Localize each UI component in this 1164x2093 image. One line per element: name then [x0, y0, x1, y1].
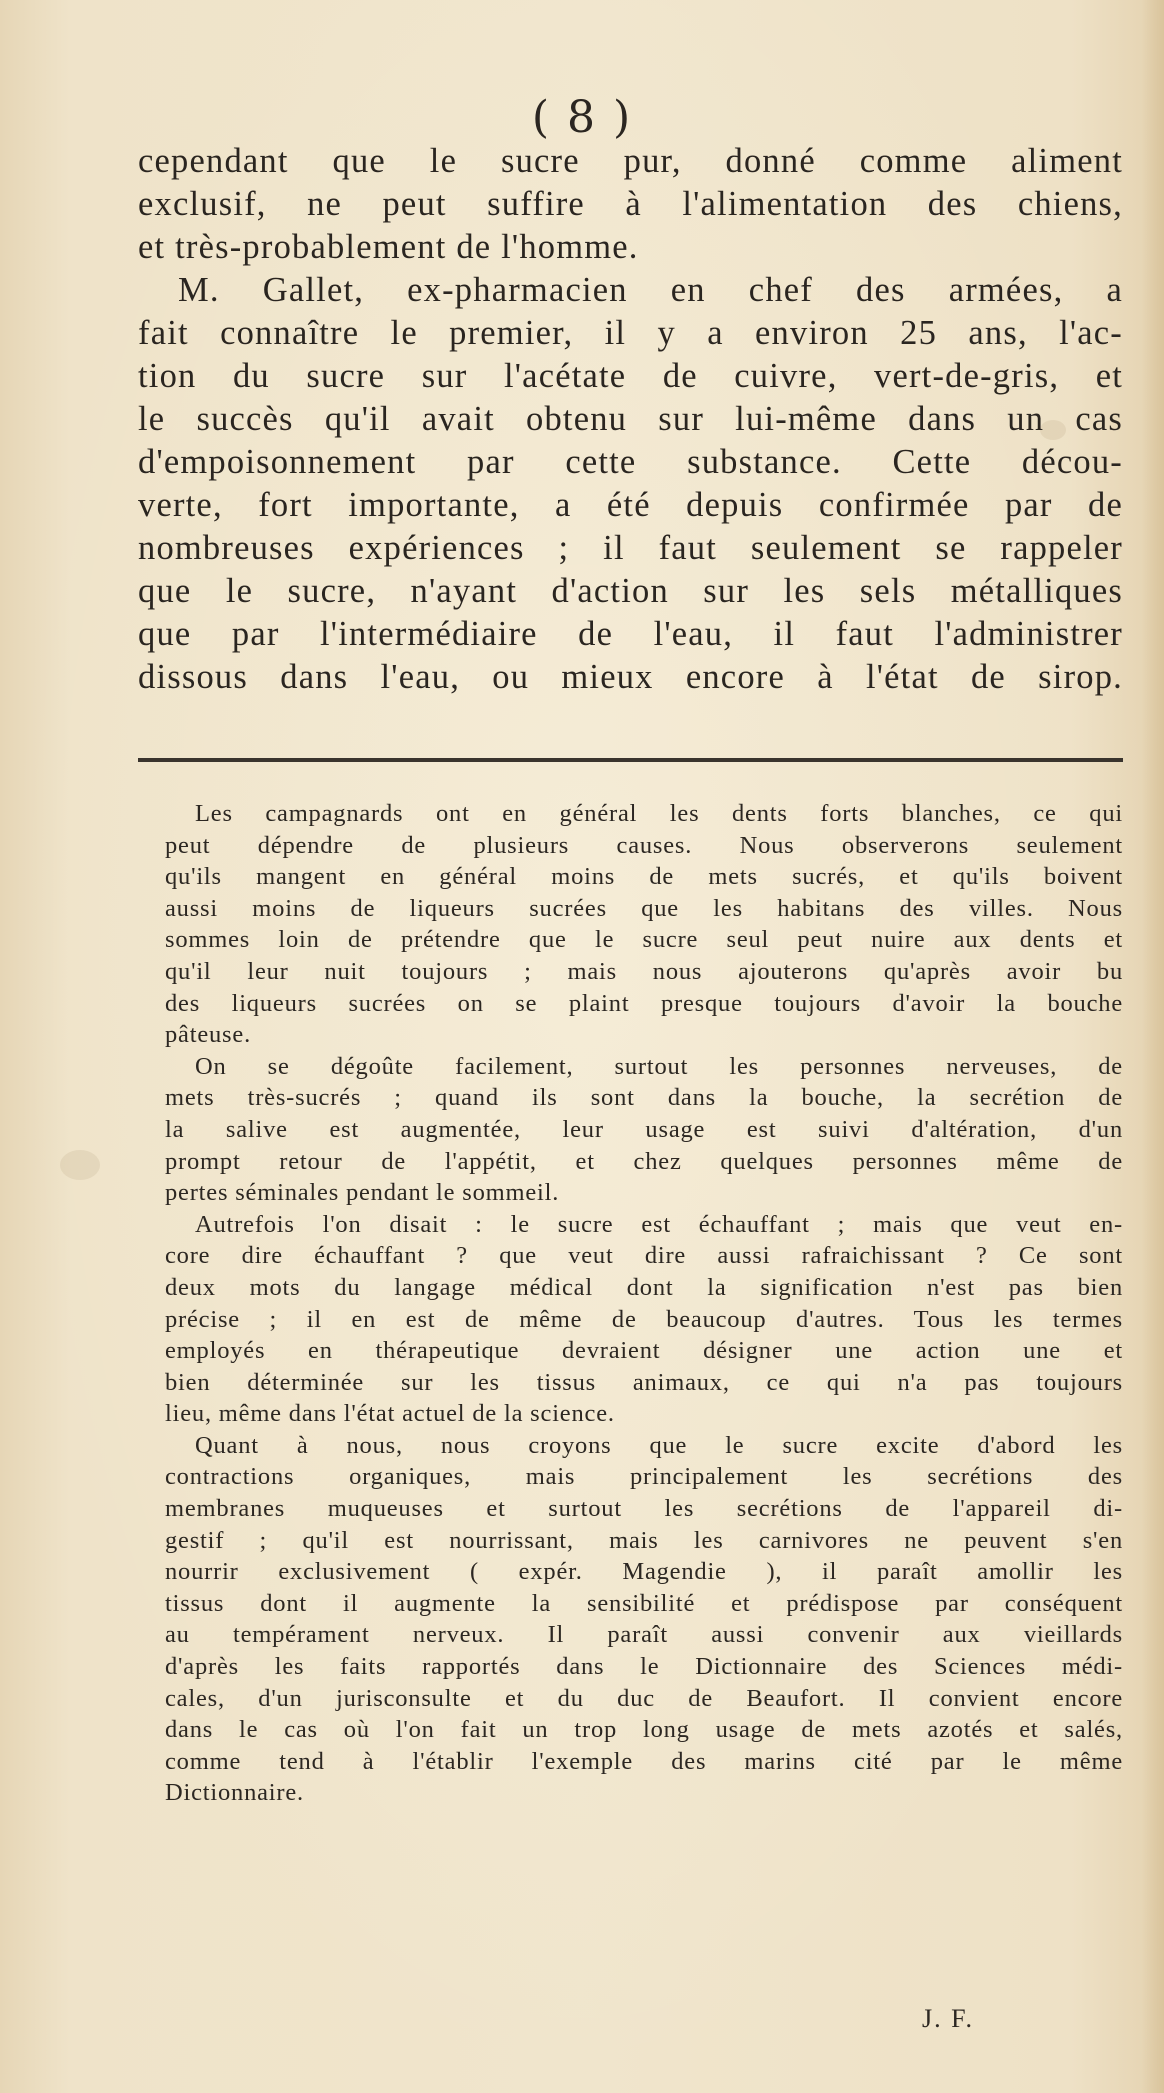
note-line: prompt retour de l'appétit, et chez quelques personnes même de	[165, 1147, 1123, 1175]
main-line: dissous dans l'eau, ou mieux encore à l'état de sirop.	[138, 658, 1123, 696]
note-line: tissus dont il augmente la sensibilité et prédispose par conséquent	[165, 1589, 1123, 1617]
note-line: membranes muqueuses et surtout les secrétions de l'appareil di-	[165, 1495, 1123, 1523]
footnotes-block	[165, 798, 1123, 1809]
note-line: lieu, même dans l'état actuel de la science.	[165, 1400, 615, 1428]
note-line: Quant à nous, nous croyons que le sucre excite d'abord les	[195, 1431, 1123, 1459]
main-line: le succès qu'il avait obtenu sur lui-même dans un cas	[138, 400, 1123, 438]
note-line: employés en thérapeutique devraient désigner une action une et	[165, 1337, 1123, 1365]
note-line: Autrefois l'on disait : le sucre est échauffant ; mais que veut en-	[195, 1210, 1123, 1238]
note-line: bien déterminée sur les tissus animaux, ce qui n'a pas toujours	[165, 1368, 1123, 1396]
note-line: qu'il leur nuit toujours ; mais nous ajouterons qu'après avoir bu	[165, 957, 1123, 985]
note-line: nourrir exclusivement ( expér. Magendie ), il paraît amollir les	[165, 1558, 1123, 1586]
note-line: au tempérament nerveux. Il paraît aussi convenir aux vieillards	[165, 1621, 1123, 1649]
note-line: précise ; il en est de même de beaucoup d'autres. Tous les termes	[165, 1305, 1123, 1333]
main-line: nombreuses expériences ; il faut seulement se rappeler	[138, 529, 1123, 567]
main-line: que le sucre, n'ayant d'action sur les sels métalliques	[138, 572, 1123, 610]
note-line: core dire échauffant ? que veut dire aussi rafraichissant ? Ce sont	[165, 1242, 1123, 1270]
note-line: peut dépendre de plusieurs causes. Nous observerons seulement	[165, 831, 1123, 859]
note-line: dans le cas où l'on fait un trop long usage de mets azotés et salés,	[165, 1716, 1123, 1744]
note-line: Les campagnards ont en général les dents forts blanches, ce qui	[195, 800, 1123, 827]
note-line: qu'ils mangent en général moins de mets sucrés, et qu'ils boivent	[165, 863, 1123, 891]
paper-stain	[60, 1150, 100, 1180]
note-line: pertes séminales pendant le sommeil.	[165, 1179, 560, 1207]
main-line: exclusif, ne peut suffire à l'alimentation des chiens,	[138, 185, 1123, 223]
note-line: Dictionnaire.	[165, 1779, 304, 1807]
footnote-divider	[138, 758, 1123, 762]
note-line: des liqueurs sucrées on se plaint presque toujours d'avoir la bouche	[165, 989, 1123, 1017]
author-signature: J. F.	[922, 2004, 974, 2033]
note-line: sommes loin de prétendre que le sucre seul peut nuire aux dents et	[165, 926, 1123, 954]
note-line: contractions organiques, mais principalement les secrétions des	[165, 1463, 1123, 1491]
note-line: aussi moins de liqueurs sucrées que les habitans des villes. Nous	[165, 894, 1123, 922]
note-line: gestif ; qu'il est nourrissant, mais les carnivores ne peuvent s'en	[165, 1526, 1123, 1554]
main-line: M. Gallet, ex-pharmacien en chef des armées, a	[178, 271, 1123, 309]
note-line: pâteuse.	[165, 1021, 251, 1049]
main-line: tion du sucre sur l'acétate de cuivre, vert-de-gris, et	[138, 357, 1123, 395]
main-line: fait connaître le premier, il y a environ 25 ans, l'ac-	[138, 314, 1123, 352]
note-line: deux mots du langage médical dont la signification n'est pas bien	[165, 1273, 1123, 1301]
note-line: mets très-sucrés ; quand ils sont dans la bouche, la secrétion de	[165, 1084, 1123, 1112]
note-line: d'après les faits rapportés dans le Dictionnaire des Sciences médi-	[165, 1653, 1123, 1681]
main-line: que par l'intermédiaire de l'eau, il faut l'administrer	[138, 615, 1123, 653]
main-line: d'empoisonnement par cette substance. Cette décou-	[138, 443, 1123, 481]
page-edge-shadow	[1142, 0, 1164, 2093]
note-line: cales, d'un jurisconsulte et du duc de Beaufort. Il convient encore	[165, 1684, 1123, 1712]
main-text-block	[138, 140, 1123, 699]
main-line: verte, fort importante, a été depuis confirmée par de	[138, 486, 1123, 524]
note-line: comme tend à l'établir l'exemple des marins cité par le même	[165, 1747, 1123, 1775]
main-line: et très-probablement de l'homme.	[138, 228, 639, 266]
note-line: la salive est augmentée, leur usage est suivi d'altération, d'un	[165, 1115, 1123, 1143]
page-number: ( 8 )	[531, 92, 633, 143]
main-line: cependant que le sucre pur, donné comme aliment	[138, 142, 1123, 180]
note-line: On se dégoûte facilement, surtout les personnes nerveuses, de	[195, 1052, 1123, 1080]
